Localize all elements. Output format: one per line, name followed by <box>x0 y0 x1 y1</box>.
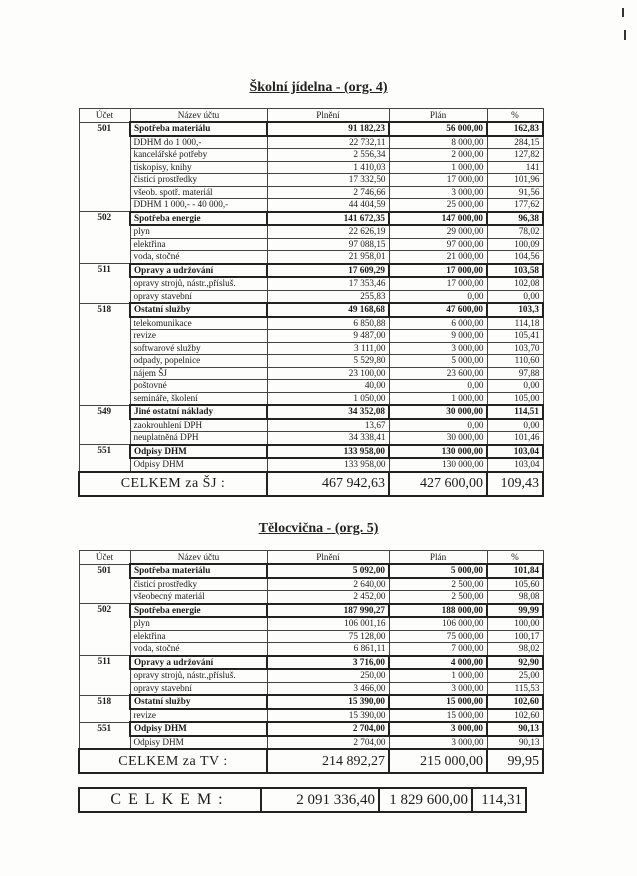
account-group-row <box>79 212 543 226</box>
section-total-label: CELKEM za TV : <box>79 749 267 773</box>
header-plneni: Plnění <box>267 109 389 123</box>
table-row <box>79 355 543 368</box>
item-pct: 103,70 <box>487 342 543 355</box>
item-plneni: 13,67 <box>267 419 389 432</box>
account-name: Odpisy DHM <box>130 445 267 459</box>
account-plan: 4 000,00 <box>389 656 487 670</box>
item-name: neuplatněná DPH <box>130 432 267 445</box>
item-pct: 100,17 <box>487 630 543 643</box>
account-plan: 17 000,00 <box>389 264 487 278</box>
grand-total-label: CELKEM: <box>79 788 261 812</box>
item-name: čisticí prostředky <box>130 578 267 591</box>
account-plan: 188 000,00 <box>389 604 487 618</box>
item-pct: 78,02 <box>487 225 543 238</box>
item-plan: 0,00 <box>389 419 487 432</box>
item-plneni: 1 410,03 <box>267 161 389 174</box>
item-plneni: 34 338,41 <box>267 432 389 445</box>
account-group-row <box>79 264 543 278</box>
item-name: odpady, popelnice <box>130 355 267 368</box>
account-plan: 5 000,00 <box>389 564 487 578</box>
section-total-plneni: 214 892,27 <box>267 749 389 773</box>
item-plneni: 23 100,00 <box>267 367 389 380</box>
account-plneni: 187 990,27 <box>267 604 389 618</box>
account-plan: 15 000,00 <box>389 695 487 709</box>
account-group-row <box>79 604 543 618</box>
item-pct: 110,60 <box>487 355 543 368</box>
section-total-plan: 215 000,00 <box>389 749 487 773</box>
table-row <box>79 199 543 212</box>
account-name: Odpisy DHM <box>130 722 267 736</box>
item-plan: 21 000,00 <box>389 251 487 264</box>
table-row <box>79 709 543 723</box>
item-plan: 130 000,00 <box>389 458 487 472</box>
item-name: opravy strojů, nástr.,přísluš. <box>130 277 267 290</box>
account-plan: 130 000,00 <box>389 445 487 459</box>
item-plan: 6 000,00 <box>389 317 487 330</box>
item-name: plyn <box>130 225 267 238</box>
item-pct: 105,60 <box>487 578 543 591</box>
table-row <box>79 149 543 162</box>
item-pct: 0,00 <box>487 419 543 432</box>
item-plneni: 1 050,00 <box>267 392 389 405</box>
item-name: čisticí prostředky <box>130 174 267 187</box>
item-pct: 90,13 <box>487 736 543 750</box>
account-plneni: 34 352,08 <box>267 405 389 419</box>
item-plneni: 2 746,66 <box>267 186 389 199</box>
section-total-pct: 109,43 <box>487 472 543 496</box>
section-total-plan: 427 600,00 <box>389 472 487 496</box>
item-plneni: 9 487,00 <box>267 330 389 343</box>
account-number: 501 <box>79 122 130 212</box>
item-plneni: 22 732,11 <box>267 136 389 149</box>
account-name: Spotřeba energie <box>130 604 267 618</box>
table-row <box>79 161 543 174</box>
header-row <box>79 551 543 565</box>
item-plneni: 3 111,00 <box>267 342 389 355</box>
item-pct: 102,08 <box>487 277 543 290</box>
item-plan: 30 000,00 <box>389 432 487 445</box>
account-name: Jiné ostatní náklady <box>130 405 267 419</box>
account-plneni: 15 390,00 <box>267 695 389 709</box>
item-pct: 141 <box>487 161 543 174</box>
item-plneni: 15 390,00 <box>267 709 389 723</box>
item-plan: 3 000,00 <box>389 342 487 355</box>
item-plneni: 2 704,00 <box>267 736 389 750</box>
item-plan: 75 000,00 <box>389 630 487 643</box>
item-pct: 0,00 <box>487 290 543 303</box>
header-nazev: Název účtu <box>130 551 267 565</box>
item-plan: 3 000,00 <box>389 736 487 750</box>
item-pct: 100,00 <box>487 617 543 630</box>
item-plan: 15 000,00 <box>389 709 487 723</box>
account-name: Ostatní služby <box>130 695 267 709</box>
item-name: opravy stavební <box>130 682 267 695</box>
header-plan: Plán <box>389 109 487 123</box>
item-name: opravy strojů, nástr.,přísluš. <box>130 669 267 682</box>
item-pct: 98,08 <box>487 591 543 604</box>
item-name: elektřina <box>130 238 267 251</box>
account-pct: 96,38 <box>487 212 543 226</box>
table-row <box>79 380 543 393</box>
item-plneni: 255,83 <box>267 290 389 303</box>
item-pct: 103,04 <box>487 458 543 472</box>
item-plan: 3 000,00 <box>389 682 487 695</box>
item-name: revize <box>130 330 267 343</box>
table-row <box>79 251 543 264</box>
item-pct: 284,15 <box>487 136 543 149</box>
account-pct: 90,13 <box>487 722 543 736</box>
account-group-row <box>79 695 543 709</box>
item-name: softwarové služby <box>130 342 267 355</box>
account-number: 511 <box>79 264 130 304</box>
table-row <box>79 277 543 290</box>
table-row <box>79 617 543 630</box>
account-plan: 56 000,00 <box>389 122 487 136</box>
item-pct: 97,88 <box>487 367 543 380</box>
account-name: Ostatní služby <box>130 303 267 317</box>
header-pct: % <box>487 551 543 565</box>
item-pct: 101,96 <box>487 174 543 187</box>
header-pct: % <box>487 109 543 123</box>
item-name: poštovné <box>130 380 267 393</box>
account-name: Opravy a udržování <box>130 264 267 278</box>
table-row <box>79 578 543 591</box>
account-number: 551 <box>79 722 130 749</box>
item-plan: 1 000,00 <box>389 161 487 174</box>
table-row <box>79 186 543 199</box>
item-plneni: 6 850,88 <box>267 317 389 330</box>
item-plneni: 6 861,11 <box>267 643 389 656</box>
item-plneni: 133 958,00 <box>267 458 389 472</box>
section-total-pct: 99,95 <box>487 749 543 773</box>
item-plneni: 17 353,46 <box>267 277 389 290</box>
item-pct: 102,60 <box>487 709 543 723</box>
header-plan: Plán <box>389 551 487 565</box>
account-number: 518 <box>79 303 130 405</box>
section-title-sj: Školní jídelna - (org. 4) <box>249 80 388 95</box>
account-number: 501 <box>79 564 130 604</box>
account-pct: 114,51 <box>487 405 543 419</box>
item-plneni: 250,00 <box>267 669 389 682</box>
account-number: 502 <box>79 604 130 656</box>
account-group-row <box>79 722 543 736</box>
grand-total-row <box>79 788 526 812</box>
item-name: Odpisy DHM <box>130 736 267 750</box>
grand-total-plneni: 2 091 336,40 <box>261 788 379 812</box>
item-plan: 2 000,00 <box>389 149 487 162</box>
header-plneni: Plnění <box>267 551 389 565</box>
account-group-row <box>79 564 543 578</box>
grand-total-pct: 114,31 <box>472 788 526 812</box>
item-plan: 1 000,00 <box>389 392 487 405</box>
item-plan: 7 000,00 <box>389 643 487 656</box>
table-row <box>79 432 543 445</box>
item-plneni: 21 958,01 <box>267 251 389 264</box>
table-row <box>79 174 543 187</box>
item-plan: 1 000,00 <box>389 669 487 682</box>
table-row <box>79 317 543 330</box>
section-total-plneni: 467 942,63 <box>267 472 389 496</box>
account-pct: 102,60 <box>487 695 543 709</box>
account-pct: 162,83 <box>487 122 543 136</box>
item-pct: 101,46 <box>487 432 543 445</box>
account-plneni: 3 716,00 <box>267 656 389 670</box>
table-row <box>79 669 543 682</box>
table-row <box>79 736 543 750</box>
header-ucet: Účet <box>79 551 130 565</box>
item-pct: 105,00 <box>487 392 543 405</box>
item-plneni: 22 626,19 <box>267 225 389 238</box>
item-name: voda, stočné <box>130 251 267 264</box>
item-name: zaokrouhlení DPH <box>130 419 267 432</box>
item-plneni: 40,00 <box>267 380 389 393</box>
table-row <box>79 591 543 604</box>
item-name: DDHM do 1 000,- <box>130 136 267 149</box>
account-group-row <box>79 405 543 419</box>
item-plan: 106 000,00 <box>389 617 487 630</box>
item-name: plyn <box>130 617 267 630</box>
item-name: voda, stočné <box>130 643 267 656</box>
item-plan: 17 000,00 <box>389 277 487 290</box>
table-row <box>79 238 543 251</box>
account-name: Spotřeba materiálu <box>130 564 267 578</box>
item-plneni: 2 452,00 <box>267 591 389 604</box>
header-row <box>79 109 543 123</box>
item-plan: 97 000,00 <box>389 238 487 251</box>
account-plan: 30 000,00 <box>389 405 487 419</box>
item-pct: 104,56 <box>487 251 543 264</box>
account-number: 518 <box>79 695 130 722</box>
item-pct: 25,00 <box>487 669 543 682</box>
item-plan: 23 600,00 <box>389 367 487 380</box>
account-number: 551 <box>79 445 130 472</box>
item-pct: 177,62 <box>487 199 543 212</box>
account-name: Spotřeba energie <box>130 212 267 226</box>
account-plneni: 17 609,29 <box>267 264 389 278</box>
account-plneni: 49 168,68 <box>267 303 389 317</box>
item-plneni: 17 332,50 <box>267 174 389 187</box>
account-name: Opravy a udržování <box>130 656 267 670</box>
item-plneni: 106 001,16 <box>267 617 389 630</box>
item-plan: 5 000,00 <box>389 355 487 368</box>
table-row <box>79 458 543 472</box>
item-pct: 91,56 <box>487 186 543 199</box>
account-pct: 103,58 <box>487 264 543 278</box>
item-plan: 25 000,00 <box>389 199 487 212</box>
item-plan: 17 000,00 <box>389 174 487 187</box>
item-plneni: 2 640,00 <box>267 578 389 591</box>
account-group-row <box>79 656 543 670</box>
account-plan: 47 600,00 <box>389 303 487 317</box>
item-name: všeobecný materiál <box>130 591 267 604</box>
item-pct: 100,09 <box>487 238 543 251</box>
item-name: všeob. spotř. materiál <box>130 186 267 199</box>
item-name: Odpisy DHM <box>130 458 267 472</box>
account-plneni: 5 092,00 <box>267 564 389 578</box>
account-pct: 103,04 <box>487 445 543 459</box>
item-name: kancelářské potřeby <box>130 149 267 162</box>
item-pct: 105,41 <box>487 330 543 343</box>
item-plneni: 5 529,80 <box>267 355 389 368</box>
item-plneni: 97 088,15 <box>267 238 389 251</box>
item-name: revize <box>130 709 267 723</box>
table-row <box>79 330 543 343</box>
account-plneni: 91 182,23 <box>267 122 389 136</box>
account-plan: 3 000,00 <box>389 722 487 736</box>
item-name: telekomunikace <box>130 317 267 330</box>
account-number: 502 <box>79 212 130 264</box>
account-pct: 99,99 <box>487 604 543 618</box>
item-name: tiskopisy, knihy <box>130 161 267 174</box>
table-row <box>79 682 543 695</box>
table-row <box>79 630 543 643</box>
item-plan: 2 500,00 <box>389 591 487 604</box>
account-group-row <box>79 303 543 317</box>
item-plan: 0,00 <box>389 290 487 303</box>
section-total-label: CELKEM za ŠJ : <box>79 472 267 496</box>
table-row <box>79 392 543 405</box>
item-plan: 2 500,00 <box>389 578 487 591</box>
table-telocvicna <box>78 550 544 774</box>
item-name: opravy stavební <box>130 290 267 303</box>
header-nazev: Název účtu <box>130 109 267 123</box>
table-skolni-jidelna <box>78 108 544 497</box>
item-name: nájem ŠJ <box>130 367 267 380</box>
section-total-row <box>79 472 543 496</box>
item-name: semináře, školení <box>130 392 267 405</box>
account-plneni: 2 704,00 <box>267 722 389 736</box>
table-row <box>79 342 543 355</box>
table-row <box>79 643 543 656</box>
item-pct: 0,00 <box>487 380 543 393</box>
account-number: 549 <box>79 405 130 445</box>
header-ucet: Účet <box>79 109 130 123</box>
section-title-tv: Tělocvična - (org. 5) <box>258 521 379 536</box>
item-plneni: 3 466,00 <box>267 682 389 695</box>
item-plneni: 2 556,34 <box>267 149 389 162</box>
grand-total-plan: 1 829 600,00 <box>379 788 472 812</box>
item-plan: 8 000,00 <box>389 136 487 149</box>
table-row <box>79 136 543 149</box>
account-number: 511 <box>79 656 130 696</box>
margin-mark-1 <box>622 8 624 17</box>
table-row <box>79 290 543 303</box>
account-name: Spotřeba materiálu <box>130 122 267 136</box>
account-plneni: 141 672,35 <box>267 212 389 226</box>
item-pct: 115,53 <box>487 682 543 695</box>
table-row <box>79 225 543 238</box>
account-group-row <box>79 445 543 459</box>
item-plneni: 44 404,59 <box>267 199 389 212</box>
grand-total-table <box>78 787 527 813</box>
item-plan: 0,00 <box>389 380 487 393</box>
account-plan: 147 000,00 <box>389 212 487 226</box>
account-group-row <box>79 122 543 136</box>
account-plneni: 133 958,00 <box>267 445 389 459</box>
item-pct: 127,82 <box>487 149 543 162</box>
item-plneni: 75 128,00 <box>267 630 389 643</box>
margin-mark-2 <box>624 30 626 40</box>
item-name: elektřina <box>130 630 267 643</box>
table-row <box>79 419 543 432</box>
item-pct: 114,18 <box>487 317 543 330</box>
item-plan: 3 000,00 <box>389 186 487 199</box>
account-pct: 101,84 <box>487 564 543 578</box>
item-plan: 9 000,00 <box>389 330 487 343</box>
item-plan: 29 000,00 <box>389 225 487 238</box>
account-pct: 103,3 <box>487 303 543 317</box>
item-pct: 98,02 <box>487 643 543 656</box>
section-total-row <box>79 749 543 773</box>
account-pct: 92,90 <box>487 656 543 670</box>
item-name: DDHM 1 000,- - 40 000,- <box>130 199 267 212</box>
table-row <box>79 367 543 380</box>
